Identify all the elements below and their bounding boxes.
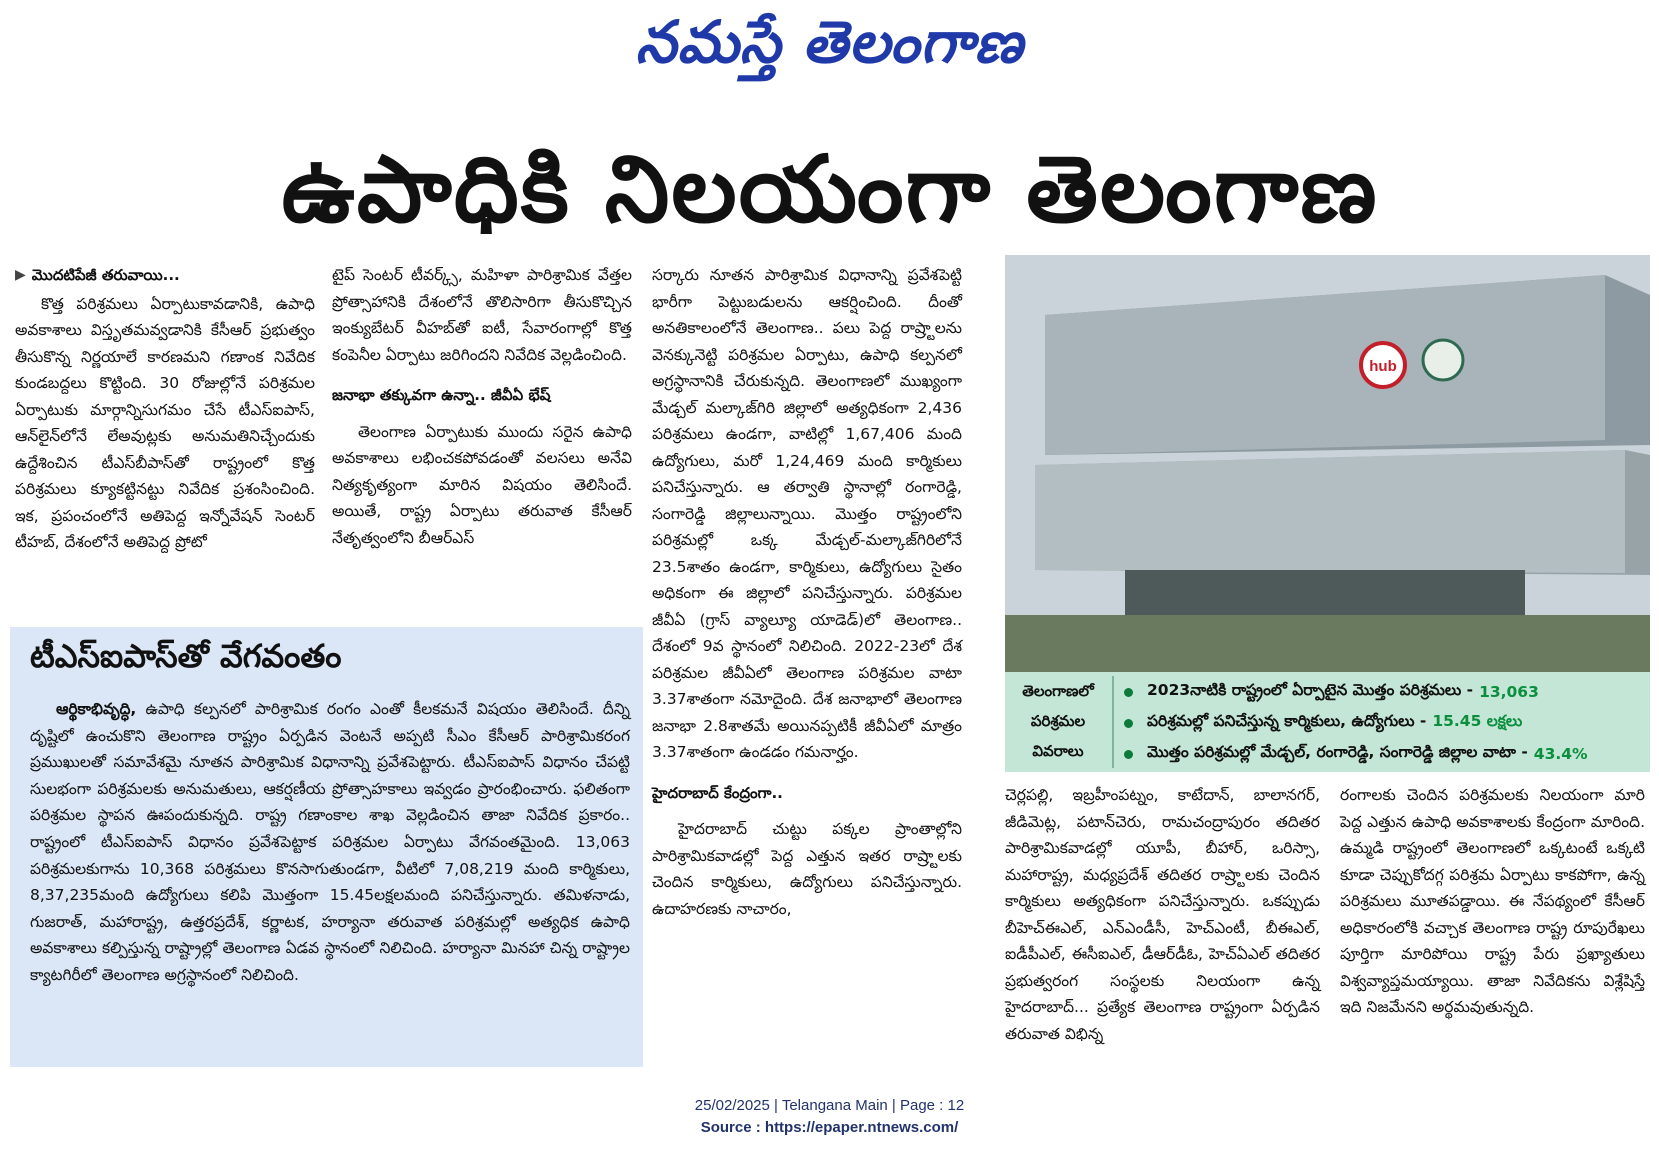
stats-row-value: 43.4% (1533, 745, 1588, 763)
sidebar-box-text (30, 696, 630, 989)
article-paragraph: హైదరాబాద్ చుట్టు పక్కల ప్రాంతాల్లోని పారిశ్రామికవాడల్లో పెద్ద ఎత్తున ఇతర రాష్ర్టాలకు చెందిన కార్మికులు, ఉద్యోగులు పనిచేస్తున్నారు. ఉదాహరణకు నాచారం, (652, 820, 962, 918)
continuation-marker (15, 262, 315, 289)
article-paragraph: టైప్ సెంటర్ టీవర్క్స్, మహిళా పారిశ్రామిక వేత్తల ప్రోత్సాహానికి దేశంలోనే తొలిసారిగా తీసుకొచ్చిన ఇంక్యుబేటర్ వీహబ్‌తో ఐటీ, సేవారంగాల్లో కొత్త కంపెనీల ఏర్పాటు జరిగిందని నివేదిక వెల్లడించింది. (332, 266, 632, 364)
chevron-right-icon: ▶ (15, 267, 26, 283)
article-paragraph: తెలంగాణ ఏర్పాటుకు ముందు సరైన ఉపాధి అవకాశాలు లభించకపోవడంతో వలసలు అనేవి నిత్యకృత్యంగా మారిన విషయం తెలిసిందే. అయితే, రాష్ట్ర ఏర్పాటు తరువాత కేసీఆర్ నేతృత్వంలోని బీఆర్‌ఎస్ (332, 422, 632, 547)
stats-label (1008, 676, 1108, 768)
sidebar-box-paragraph: ఉపాధి కల్పనలో పారిశ్రామిక రంగం ఎంతో కీలకమనే విషయం తెలిసిందే. దీన్ని దృష్టిలో ఉంచుకొని తెలంగాణ రాష్ట్రం ఏర్పడిన వెంటనే అప్పటి సీఎం కేసీఆర్ పారిశ్రామికరంగ ప్రముఖులతో సమావేశమై నూతన పారిశ్రామిక విధానాన్ని ప్రవేశపెట్టారు. టీఎస్‌ఐపాస్ విధానం చేపట్టి సులభంగా పరిశ్రమలకు అనుమతులు, ఆకర్షణీయ ప్రోత్సాహకాలు ఇవ్వడం ప్రారంభించారు. ఫలితంగా పరిశ్రమల స్థాపన ఊపందుకున్నది. రాష్ట్ర గణాంకాల శాఖ వెల్లడించిన తాజా నివేదిక ప్రకారం.. రాష్ట్రంలో టీఎస్‌ఐపాస్ విధానం ప్రవేశపెట్టాక పరిశ్రమల ఏర్పాటు వేగవంతమైంది. 13,063 పరిశ్రమలకుగాను 10,368 పరిశ్రమలు కొనసాగుతుండగా, వీటిలో 7,08,219 మంది కార్మికులు, 8,37,235మంది ఉద్యోగులు కలిపి మొత్తంగా 15.45లక్షలమంది పనిచేస్తున్నారు. తమిళనాడు, గుజరాత్, మహారాష్ట్ర, ఉత్తరప్రదేశ్, కర్ణాటక, హర్యానా తరువాత పరిశ్రమల్లో అత్యధిక ఉపాధి అవకాశాలు కల్పిస్తున్న రాష్ట్రాల్లో తెలంగాణ ఏడవ స్థానంలో నిలిచింది. హర్యానా మినహా చిన్న రాష్ట్రాల క్యాటగిరీలో తెలంగాణ అగ్రస్థానంలో నిలిచింది. (30, 700, 630, 984)
footer-edition-line: 25/02/2025 | Telangana Main | Page : 12 (694, 1097, 965, 1114)
column-2 (332, 262, 632, 551)
page-footer (0, 1095, 1659, 1139)
t-hub-building-photo (1005, 255, 1650, 672)
column-5 (1340, 782, 1645, 1021)
stats-row-value: 13,063 (1479, 683, 1539, 701)
article-paragraph: సర్కారు నూతన పారిశ్రామిక విధానాన్ని ప్రవేశపెట్టి భారీగా పెట్టుబడులను ఆకర్షించింది. దీంతో అనతికాలంలోనే తెలంగాణ.. పలు పెద్ద రాష్ర్టాలను వెనక్కునెట్టి పరిశ్రమల ఏర్పాటు, ఉపాధి కల్పనలో అగ్రస్థానానికి చేరుకున్నది. తెలంగాణలో ముఖ్యంగా మేడ్చల్ మల్కాజ్‌గిరి జిల్లాలో అత్యధికంగా 2,436 పరిశ్రమలు ఉండగా, వాటిల్లో 1,67,406 మంది ఉద్యోగులు, మరో 1,24,469 మంది కార్మికులు పనిచేస్తున్నారు. ఆ తర్వాతి స్థానాల్లో రంగారెడ్డి, సంగారెడ్డి జిల్లాలున్నాయి. మొత్తం రాష్ట్రంలోని పరిశ్రమల్లో ఒక్క మేడ్చల్-మల్కాజ్‌గిరిలోనే 23.5శాతం ఉండగా, కార్మికులు, ఉద్యోగులు సైతం అధికంగా ఈ జిల్లాలో పనిచేస్తున్నారు. పరిశ్రమల జీవీఏ (గ్రాస్ వ్యాల్యూ యాడెడ్)లో తెలంగాణ.. దేశంలో 9వ స్థానంలో నిలిచింది. 2022-23లో దేశ పరిశ్రమల జీవీఏలో తెలంగాణ పరిశ్రమల వాటా 3.37శాతంగా నమోదైంది. దేశ జనాభాలో తెలంగాణ జనాభా 2.8శాతమే అయినప్పటికీ జీవీఏలో మాత్రం 3.37శాతంగా ఉండడం గమనార్హం. (652, 266, 962, 761)
stats-label-line: వివరాలు (1032, 742, 1084, 760)
stats-label-line: పరిశ్రమల (1030, 712, 1086, 730)
bullet-icon (1124, 688, 1133, 697)
stats-row (1124, 677, 1649, 707)
sidebar-box-title: టీఎస్‌ఐపాస్‌తో వేగవంతం (30, 637, 342, 675)
headline: ఉపాధికి నిలయంగా తెలంగాణ (281, 136, 1379, 243)
building-illustration (1005, 255, 1650, 672)
stats-row-text: 2023నాటికి రాష్ట్రంలో ఏర్పాటైన మొత్తం పరిశ్రమలు - (1147, 681, 1474, 699)
photo-logo-text: hub (1369, 358, 1397, 375)
stats-row-text: పరిశ్రమల్లో పనిచేస్తున్న కార్మికులు, ఉద్యోగులు - (1147, 712, 1427, 730)
subheading: జనాభా తక్కువగా ఉన్నా.. జీవీఏ భేష్ (332, 386, 551, 404)
column-1 (15, 262, 315, 556)
bullet-icon (1124, 750, 1133, 759)
subheading: హైదరాబాద్ కేంద్రంగా.. (652, 783, 783, 802)
footer-source-link[interactable]: Source : https://epaper.ntnews.com/ (700, 1119, 959, 1136)
stats-label-line: తెలంగాణలో (1022, 682, 1094, 700)
stats-row (1124, 739, 1649, 769)
stats-row (1124, 708, 1649, 738)
column-3 (652, 262, 962, 922)
stats-row-value: 15.45 లక్షలు (1432, 712, 1523, 730)
column-4 (1005, 782, 1320, 1047)
continuation-text: మొదటిపేజీ తరువాయి... (31, 266, 180, 284)
stats-divider (1112, 676, 1114, 768)
article-paragraph: చెర్లపల్లి, ఇబ్రహీంపట్నం, కాటేదాన్, బాలానగర్, జీడిమెట్ల, పటాన్‌చెరు, రామచంద్రాపురం తదితర పారిశ్రామికవాడల్లో యూపీ, బీహార్, ఒరిస్సా, మహారాష్ట్ర, మధ్యప్రదేశ్ తదితర రాష్ర్టాలకు చెందిన కార్మికులు అత్యధికంగా పనిచేస్తున్నారు. ఒకప్పుడు బీహెచ్ఈఎల్, ఎన్‌ఎండీసీ, హెచ్ఎంటీ, బీఈఎల్, ఐడీపీఎల్, ఈసీఐఎల్, డీఆర్‌డీఓ, హెచ్ఏఎల్ తదితర ప్రభుత్వరంగ సంస్థలకు నిలయంగా ఉన్న హైదరాబాద్... ప్రత్యేక తెలంగాణ రాష్ట్రంగా ఏర్పడిన తరువాత విభిన్న (1005, 786, 1320, 1043)
stats-row-text: మొత్తం పరిశ్రమల్లో మేడ్చల్, రంగారెడ్డి, సంగారెడ్డి జిల్లాల వాటా - (1147, 743, 1528, 761)
bullet-icon (1124, 719, 1133, 728)
article-paragraph: కొత్త పరిశ్రమలు ఏర్పాటుకావడానికి, ఉపాధి అవకాశాలు విస్తృతమవ్వడానికి కేసీఆర్ ప్రభుత్వం తీసుకొన్న నిర్ణయాలే కారణమని గణాంక నివేదిక కుండబద్దలు కొట్టింది. 30 రోజుల్లోనే పరిశ్రమల ఏర్పాటుకు మార్గాన్నిసుగమం చేసే టీఎస్‌ఐపాస్, ఆన్‌లైన్‌లోనే లేఅవుట్లకు అనుమతినిచ్చేందుకు ఉద్దేశించిన టీఎస్‌బీపాస్‌తో రాష్ట్రంలో కొత్త పరిశ్రమలు క్యూకట్టినట్టు నివేదిక ప్రశంసించింది. ఇక, ప్రపంచంలోనే అతిపెద్ద ఇన్నోవేషన్ సెంటర్ టీహబ్, దేశంలోనే అతిపెద్ద ప్రోటో (15, 294, 315, 551)
article-paragraph: రంగాలకు చెందిన పరిశ్రమలకు నిలయంగా మారి పెద్ద ఎత్తున ఉపాధి అవకాశాలకు కేంద్రంగా మారింది. ఉమ్మడి రాష్ట్రంలో తెలంగాణలో ఒక్కటంటే ఒక్కటి కూడా చెప్పుకోదగ్గ పరిశ్రమ ఏర్పాటు కాకపోగా, ఉన్న పరిశ్రమలు మూతపడ్డాయి. ఈ నేపథ్యంలో కేసీఆర్ అధికారంలోకి వచ్చాక తెలంగాణ రాష్ట్ర రూపురేఖలు పూర్తిగా మారిపోయి రాష్ట్ర పేరు ప్రఖ్యాతులు విశ్వవ్యాప్తమయ్యాయి. తాజా నివేదికను విశ్లేషిస్తే ఇది నిజమేనని అర్థమవుతున్నది. (1340, 786, 1645, 1016)
sidebar-box-lead: ఆర్థికాభివృద్ధి, (56, 700, 137, 718)
masthead: నమస్తే తెలంగాణ (635, 8, 1024, 76)
